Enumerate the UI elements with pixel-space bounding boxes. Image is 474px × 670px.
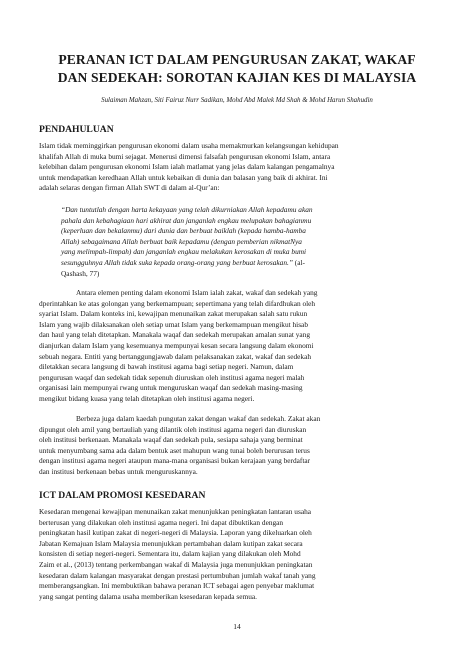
text-line: Islam tidak meminggirkan pengurusan ekonomi dalam usaha memakmurkan kelangsungan kehidupan (39, 141, 339, 150)
text-line: memberangsangkan. Ini membuktikan bahawa peranan ICT sebagai agen penyebar maklumat (39, 581, 315, 591)
text-line: dengan institusi agama negeri ataupun mana-mana organisasi bukan kerajaan yang berdaftar (39, 456, 311, 466)
page-number: 14 (233, 622, 241, 631)
text-line: khalifah Allah di muka bumi sejagat. Menerusi dimensi falsafah pengurusan ekonomi Islam, antara (39, 151, 331, 161)
author-list: Sulaiman Mahzan, Siti Fairuz Nurr Sadikan, Mohd Abd Malek Md Shah & Mohd Harun Shahudin (101, 97, 373, 104)
text-line: untuk menyumbang sama ada dalam bentuk aset mahupun wang tunai boleh berurusan terus (39, 445, 310, 455)
text-line: organisasi lain mempunyai rwang untuk menguruskan waqaf dan sedekah masing-masing (39, 383, 303, 393)
text-line: kesedaran dalam kalangan masyarakat dengan prestasi pertumbuhan jumlah wakaf tanah yang (39, 570, 316, 580)
section-heading-pendahuluan: PENDAHULUAN (39, 124, 114, 135)
text-line: dperintahkan ke atas golongan yang berkemampuan; sepertimana yang telah difardhukan oleh (39, 298, 316, 308)
text-line: dianjurkan dalam Islam yang kesemuanya mempunyai kesan secara langsung dalam ekonomi (39, 340, 314, 350)
text-line: Kesedaran mengenai kewajipan menunaikan zakat menunjukkan peningkatan lantaran usaha (39, 507, 312, 516)
text-line: dan haul yang telah ditetapkan. Manakala waqaf dan sedekah merupakan amalan sunat yang (39, 330, 310, 340)
text-line: pahala dan kebahagiaan hari akhirat dan janganlah engkau melupakan bahagianmu (61, 215, 312, 225)
text-line: Zaim et al., (2013) tentang perkembangan wakaf di Malaysia juga menunjukkan peningkatan (39, 559, 313, 569)
paragraph-intro (39, 141, 439, 194)
text-line: Berbeza juga dalam kaedah pungutan zakat dengan wakaf dan sedekah. Zakat akan (76, 414, 321, 423)
quote-reference: (al- (294, 257, 305, 267)
text-line: dan institusi berkenaan bebas untuk menguruskannya. (39, 466, 198, 476)
text-line: diletakkan secara langsung di bawah institusi agama bagi setiap negeri. Namun, dalam (39, 362, 294, 372)
text-line: yang melimpah-limpah) dan janganlah engkau melakukan kerosakan di muka bumi (61, 247, 307, 257)
text-line: kelebihan dalam pengurusan ekonomi Islam ialah matlamat yang jelas dalam kalangan pengamalnya (39, 162, 335, 172)
title-line-1: PERANAN ICT DALAM PENGURUSAN ZAKAT, WAKAF (58, 52, 416, 67)
paragraph-elemen (39, 288, 439, 405)
text-line: “Dan tuntutlah dengan harta kekayaan yang telah dikurniakan Allah kepadamu akan (61, 205, 313, 214)
text-line: yang sangat penting dalama usaha memberikan ksesedaran kepada semua. (39, 591, 257, 601)
text-line: sebuah negara. Entiti yang bertanggungjawab dalam pelaksanakan zakat, wakaf dan sedekah (39, 351, 312, 361)
text-line: Jabatan Kemajuan Islam Malaysia menunjukkan pertambahan dalam kutipan zakat secara (39, 538, 303, 548)
text-line: (keperluan dan bekalanmu) dari dunia dan berbuat baiklah (kepada hamba-hamba (61, 226, 306, 236)
text-line: dipungut oleh amil yang bertauliah yang dilantik oleh institusi agama negeri dan diuruskan (39, 424, 307, 434)
text-line: untuk mendapatkan keredhaan Allah untuk kebaikan di dunia dan balasan yang baik di akhirat. Ini (39, 172, 328, 182)
text-line: oleh institusi berkenaan. Manakala waqaf dan sedekah pula, sesiapa sahaja yang berminat (39, 435, 303, 445)
text-line: Qashash, 77) (61, 268, 100, 278)
paper-title (50, 51, 424, 86)
text-line: Allah) sebagaimana Allah berbuat baik kepadamu (dengan pemberian nikmatNya (61, 236, 302, 246)
paragraph-kesedaran (39, 507, 439, 602)
text-line: peningkatan hasil kutipan zakat di negeri-negeri di Malaysia. Laporan yang dikeluarkan oleh (39, 528, 312, 538)
text-line: syariat Islam. Dalam konteks ini, kewajipan menunaikan zakat merupakan salah satu rukun (39, 309, 308, 319)
title-line-2: DAN SEDEKAH: SOROTAN KAJIAN KES DI MALAYSIA (57, 69, 417, 85)
text-line: Antara elemen penting dalam ekonomi Islam ialah zakat, wakaf dan sedekah yang (76, 288, 318, 297)
quran-quote (61, 205, 441, 279)
text-line: sesungguhnya Allah tidak suka kepada orang-orang yang berbuat kerosakan.” (al- (61, 257, 305, 267)
text-line: mengikut bidang kuasa yang telah ditetapkan oleh institusi agama negeri. (39, 393, 255, 403)
paragraph-berbeza (39, 414, 439, 478)
section-heading-ict: ICT DALAM PROMOSI KESEDARAN (39, 490, 206, 501)
text-line: Islam yang wajib dilaksanakan oleh setiap umat Islam yang berkemampuan mengikut hisab (39, 319, 308, 329)
text-line: adalah selaras dengan firman Allah SWT di dalam al-Qur’an: (39, 183, 220, 193)
text-line: pengurusan waqaf dan sedekah tidak sepenuh diuruskan oleh institusi agama negeri malah (39, 372, 305, 382)
text-line: konsisten di setiap negeri-negeri. Sementara itu, dalam kajian yang dilakukan oleh Mohd (39, 549, 301, 559)
text-line: berterusan yang dilakukan oleh institusi agama negeri. Ini dapat dibuktikan dengan (39, 517, 284, 527)
